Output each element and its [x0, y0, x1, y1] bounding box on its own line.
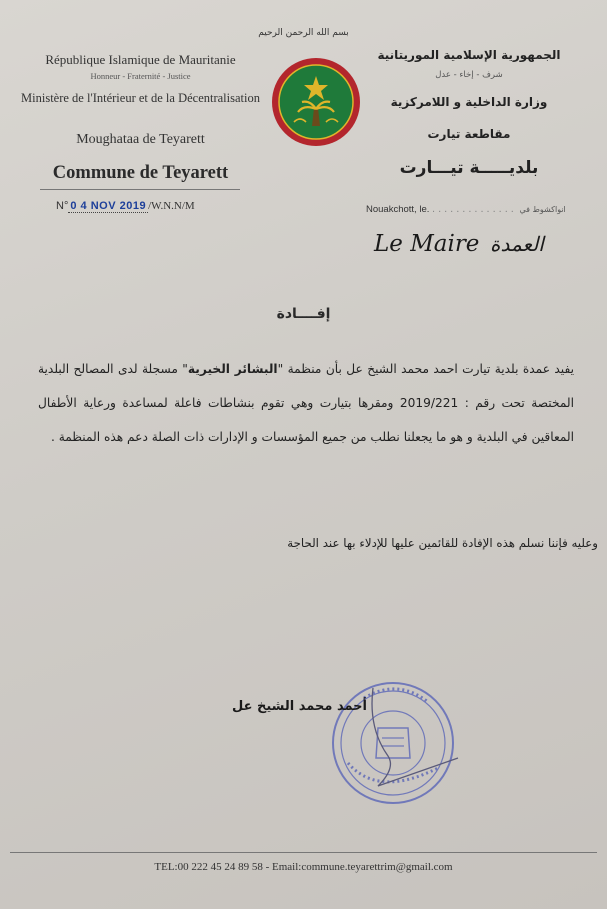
- document-body: [38, 352, 574, 454]
- footer-email: - Email:commune.teyarettrim@gmail.com: [265, 861, 453, 873]
- country-name-fr: République Islamique de Mauritanie: [45, 52, 236, 67]
- official-seal-icon: [318, 668, 468, 818]
- date-dots: ..............: [432, 203, 517, 215]
- moughataa-ar: مقاطعة تيارت: [427, 127, 511, 141]
- reference-prefix: N°: [56, 200, 69, 212]
- signatory-name: أحمد محمد الشيخ عل: [232, 699, 367, 714]
- commune-ar: بلديـــــة تيـــارت: [399, 158, 539, 178]
- header-divider: [40, 189, 240, 190]
- ministry-fr: Ministère de l'Intérieur et de la Décentralisation: [21, 91, 260, 105]
- footer-divider: [10, 852, 597, 853]
- mayor-title-fr: Le Maire: [374, 231, 480, 257]
- footer-tel: TEL:00 222 45 24 89 58: [154, 861, 263, 873]
- mayor-title-ar: العمدة: [490, 232, 544, 256]
- moughataa-fr: Moughataa de Teyarett: [76, 132, 205, 147]
- closing-statement: وعليه فإننا نسلم هذه الإفادة للقائمين عليها للإدلاء بها عند الحاجة: [287, 536, 598, 550]
- place-date-line: [366, 203, 566, 215]
- reference-number: [56, 200, 195, 212]
- body-text-part2: " مسجلة لدى المصالح البلدية المختصة تحت رقم : 2019/221 ومقرها بتيارت وهي تقوم بنشاطات فاعلة لمساعدة ورعاية الأطفال المعاقين في البلدية و هو ما يجعلنا نطلب من جميع المؤسسات و الإدارات ذات الصلة دعم هذه المنظمة .: [38, 362, 574, 444]
- basmala: بسم الله الرحمن الرحيم: [258, 28, 349, 38]
- place-label-ar: انواكشوط في: [519, 205, 566, 214]
- place-label: Nouakchott, le.: [366, 204, 430, 215]
- reference-date-stamp: 0 4 NOV 2019: [70, 200, 147, 212]
- motto-fr: Honneur - Fraternité - Justice: [90, 71, 191, 81]
- country-name-ar: الجمهورية الإسلامية الموريتانية: [377, 48, 561, 62]
- document-title: إفــــادة: [276, 306, 331, 322]
- reference-suffix: /W.N.N/M: [148, 200, 195, 212]
- ministry-ar: وزارة الداخلية و اللامركزية: [390, 95, 548, 109]
- organization-name: البشائر الخيرية: [187, 362, 278, 376]
- body-text-part1: يفيد عمدة بلدية تيارت احمد محمد الشيخ عل بأن منظمة ": [277, 362, 575, 376]
- motto-ar: شرف - إخاء - عدل: [435, 70, 503, 80]
- footer-contact: [0, 861, 607, 873]
- commune-fr: Commune de Teyarett: [52, 163, 229, 183]
